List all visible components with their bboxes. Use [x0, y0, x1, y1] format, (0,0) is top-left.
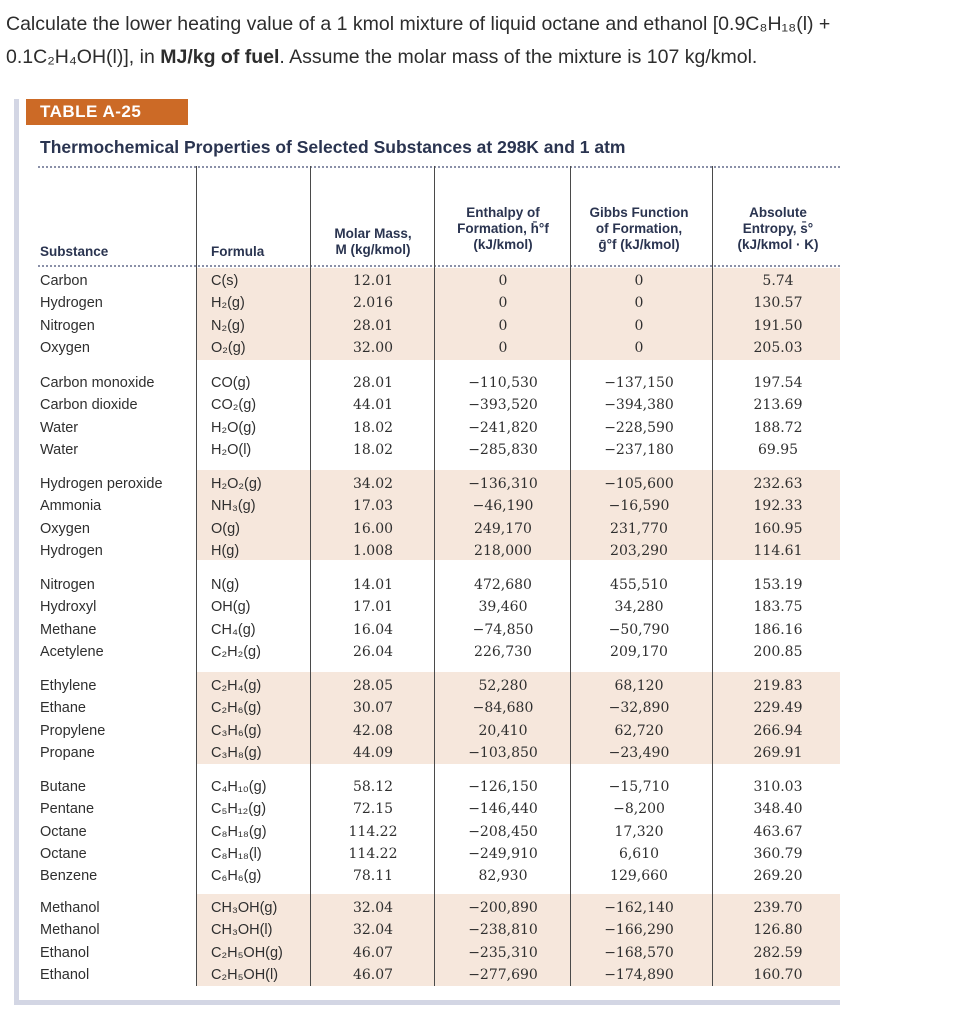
cell-molar-mass: 2.016 — [352, 295, 394, 312]
cell-formula: CH₃OH(g) — [211, 900, 278, 916]
cell-substance: Methanol — [40, 900, 100, 916]
header-molar-mass-line-2: M (kg/kmol) — [335, 242, 411, 257]
cell-formula: CH₃OH(l) — [211, 922, 273, 939]
cell-substance: Ethanol — [40, 944, 90, 961]
cell-gibbs: 62,720 — [614, 722, 664, 739]
cell-entropy: 360.79 — [753, 845, 803, 862]
table-row — [0, 270, 965, 292]
cell-molar-mass: 114.22 — [348, 823, 398, 840]
cell-molar-mass: 34.02 — [352, 476, 394, 492]
table-title: Thermochemical Properties of Selected Substances at 298K and 1 atm — [40, 137, 626, 157]
title-rule — [38, 166, 840, 168]
cell-formula: NH₃(g) — [211, 498, 256, 515]
cell-gibbs: −237,180 — [604, 441, 674, 458]
cell-substance: Methane — [40, 621, 97, 638]
table-row — [0, 439, 965, 461]
cell-formula: CO(g) — [211, 375, 251, 391]
cell-gibbs: 0 — [634, 295, 644, 312]
cell-formula: H₂O(l) — [211, 441, 252, 458]
cell-entropy: 232.63 — [753, 476, 803, 492]
cell-substance: Propylene — [40, 722, 106, 739]
table-row — [0, 315, 965, 337]
header-enthalpy-line-2: Formation, h̄°f — [457, 221, 549, 236]
cell-formula: H₂(g) — [211, 295, 245, 312]
cell-enthalpy: 472,680 — [474, 577, 532, 593]
header-entropy-line-3: (kJ/kmol · K) — [737, 237, 819, 252]
cell-molar-mass: 26.04 — [352, 643, 394, 660]
cell-gibbs: −16,590 — [608, 498, 670, 515]
cell-enthalpy: 52,280 — [478, 678, 528, 694]
cell-enthalpy: −200,890 — [468, 900, 538, 916]
cell-enthalpy: 0 — [498, 295, 508, 312]
header-enthalpy — [438, 205, 568, 253]
cell-molar-mass: 44.01 — [352, 397, 394, 414]
cell-gibbs: −174,890 — [604, 966, 674, 983]
cell-formula: C₃H₆(g) — [211, 722, 262, 739]
question-line-1: Calculate the lower heating value of a 1 kmol mixture of liquid octane and ethanol [0.9C₈H₁₈(l) + — [6, 13, 831, 35]
cell-entropy: 269.91 — [753, 744, 803, 761]
cell-entropy: 114.61 — [753, 542, 803, 559]
cell-substance: Carbon dioxide — [40, 397, 138, 414]
cell-formula: H₂O(g) — [211, 419, 257, 436]
cell-enthalpy: −277,690 — [468, 966, 538, 983]
table-row — [0, 821, 965, 843]
cell-substance: Octane — [40, 823, 87, 840]
header-gibbs-line-3: ḡ°f (kJ/kmol) — [598, 237, 680, 252]
table-row — [0, 641, 965, 663]
cell-substance: Ethylene — [40, 678, 97, 694]
cell-enthalpy: 0 — [498, 273, 508, 289]
cell-enthalpy: 0 — [498, 317, 508, 334]
cell-substance: Hydroxyl — [40, 599, 97, 616]
cell-gibbs: 209,170 — [610, 643, 668, 660]
header-molar-mass — [318, 226, 428, 258]
cell-enthalpy: −238,810 — [468, 922, 538, 939]
question-line-2-end: . Assume the molar mass of the mixture is 107 kg/kmol. — [279, 46, 758, 68]
table-row — [0, 473, 965, 495]
table-row — [0, 675, 965, 697]
cell-substance: Water — [40, 419, 79, 436]
cell-molar-mass: 44.09 — [352, 744, 394, 761]
cell-molar-mass: 58.12 — [352, 779, 394, 795]
cell-formula: C₂H₂(g) — [211, 643, 261, 660]
frame-bottom-border — [14, 1000, 840, 1005]
cell-entropy: 229.49 — [753, 700, 803, 717]
table-row — [0, 897, 965, 919]
cell-gibbs: −23,490 — [608, 744, 670, 761]
cell-formula: C₂H₆(g) — [211, 700, 262, 717]
header-gibbs — [574, 205, 704, 253]
cell-entropy: 160.95 — [753, 520, 803, 537]
cell-enthalpy: −146,440 — [468, 801, 538, 818]
cell-gibbs: −394,380 — [604, 397, 674, 414]
table-row — [0, 798, 965, 820]
cell-gibbs: −32,890 — [608, 700, 670, 717]
cell-gibbs: 203,290 — [610, 542, 668, 559]
cell-substance: Ethane — [40, 700, 86, 717]
cell-gibbs: 17,320 — [614, 823, 664, 840]
cell-molar-mass: 72.15 — [352, 801, 394, 818]
question-units: MJ/kg of fuel — [160, 46, 280, 68]
cell-enthalpy: −110,530 — [468, 375, 538, 391]
cell-entropy: 160.70 — [753, 966, 803, 983]
cell-substance: Propane — [40, 744, 95, 761]
cell-entropy: 5.74 — [762, 273, 794, 289]
table-row — [0, 742, 965, 764]
table-row — [0, 372, 965, 394]
table-row — [0, 417, 965, 439]
cell-gibbs: −228,590 — [604, 419, 674, 436]
cell-enthalpy: −74,850 — [472, 621, 534, 638]
cell-substance: Methanol — [40, 922, 100, 939]
cell-molar-mass: 14.01 — [352, 577, 394, 593]
cell-gibbs: −166,290 — [604, 922, 674, 939]
header-entropy-line-2: Entropy, s̄° — [742, 221, 814, 236]
cell-substance: Hydrogen peroxide — [40, 476, 163, 492]
cell-substance: Nitrogen — [40, 577, 95, 593]
header-substance: Substance — [40, 244, 109, 259]
table-row — [0, 865, 965, 887]
cell-substance: Carbon — [40, 273, 88, 289]
cell-enthalpy: 226,730 — [474, 643, 532, 660]
cell-molar-mass: 32.04 — [352, 900, 394, 916]
cell-entropy: 463.67 — [753, 823, 803, 840]
table-row — [0, 394, 965, 416]
question-text — [6, 8, 956, 74]
cell-gibbs: −105,600 — [604, 476, 674, 492]
cell-entropy: 192.33 — [753, 498, 803, 515]
cell-entropy: 191.50 — [753, 317, 803, 334]
cell-entropy: 269.20 — [753, 868, 803, 885]
cell-entropy: 186.16 — [753, 621, 803, 638]
cell-substance: Octane — [40, 845, 87, 862]
cell-enthalpy: −249,910 — [468, 845, 538, 862]
cell-substance: Ammonia — [40, 498, 102, 515]
cell-enthalpy: −285,830 — [468, 441, 538, 458]
cell-formula: C(s) — [211, 273, 239, 289]
cell-formula: C₄H₁₀(g) — [211, 779, 267, 795]
cell-substance: Benzene — [40, 868, 98, 885]
cell-enthalpy: −208,450 — [468, 823, 538, 840]
cell-gibbs: 6,610 — [618, 845, 660, 862]
cell-substance: Butane — [40, 779, 86, 795]
cell-substance: Acetylene — [40, 643, 104, 660]
cell-formula: C₈H₁₈(g) — [211, 823, 267, 840]
cell-enthalpy: −126,150 — [468, 779, 538, 795]
cell-enthalpy: −136,310 — [468, 476, 538, 492]
cell-formula: C₅H₁₂(g) — [211, 801, 267, 818]
cell-gibbs: −15,710 — [608, 779, 670, 795]
table-row — [0, 518, 965, 540]
header-entropy — [716, 205, 840, 253]
cell-substance: Oxygen — [40, 339, 90, 356]
cell-formula: H₂O₂(g) — [211, 476, 262, 492]
cell-gibbs: 34,280 — [614, 599, 664, 616]
cell-entropy: 200.85 — [753, 643, 803, 660]
table-row — [0, 596, 965, 618]
cell-formula: CO₂(g) — [211, 397, 257, 414]
table-row — [0, 697, 965, 719]
cell-entropy: 130.57 — [753, 295, 803, 312]
cell-entropy: 239.70 — [753, 900, 803, 916]
cell-substance: Carbon monoxide — [40, 375, 155, 391]
cell-enthalpy: 82,930 — [478, 868, 528, 885]
cell-molar-mass: 17.01 — [352, 599, 394, 616]
cell-entropy: 213.69 — [753, 397, 803, 414]
cell-formula: N₂(g) — [211, 317, 245, 334]
header-molar-mass-line-1: Molar Mass, — [334, 226, 412, 241]
cell-formula: C₂H₄(g) — [211, 678, 262, 694]
cell-molar-mass: 28.01 — [352, 375, 394, 391]
cell-formula: O₂(g) — [211, 339, 246, 356]
cell-enthalpy: −84,680 — [472, 700, 534, 717]
cell-formula: OH(g) — [211, 599, 251, 616]
cell-gibbs: −50,790 — [608, 621, 670, 638]
cell-entropy: 188.72 — [753, 419, 803, 436]
cell-enthalpy: 249,170 — [474, 520, 532, 537]
cell-entropy: 197.54 — [753, 375, 803, 391]
cell-molar-mass: 17.03 — [352, 498, 394, 515]
cell-entropy: 348.40 — [753, 801, 803, 818]
cell-substance: Hydrogen — [40, 295, 103, 312]
cell-gibbs: −162,140 — [604, 900, 674, 916]
cell-enthalpy: −235,310 — [468, 944, 538, 961]
header-rule — [38, 265, 840, 267]
cell-formula: H(g) — [211, 542, 240, 559]
table-row — [0, 292, 965, 314]
header-enthalpy-line-3: (kJ/kmol) — [473, 237, 533, 252]
cell-substance: Oxygen — [40, 520, 90, 537]
cell-molar-mass: 78.11 — [352, 868, 394, 885]
cell-formula: C₆H₆(g) — [211, 868, 262, 885]
header-enthalpy-line-1: Enthalpy of — [466, 205, 540, 220]
cell-enthalpy: 0 — [498, 339, 508, 356]
table-row — [0, 574, 965, 596]
cell-formula: C₂H₅OH(l) — [211, 966, 279, 983]
cell-gibbs: 0 — [634, 339, 644, 356]
cell-enthalpy: 39,460 — [478, 599, 528, 616]
cell-gibbs: 0 — [634, 317, 644, 334]
header-gibbs-line-1: Gibbs Function — [589, 205, 689, 220]
cell-entropy: 153.19 — [753, 577, 803, 593]
cell-molar-mass: 46.07 — [352, 944, 394, 961]
cell-formula: C₈H₁₈(l) — [211, 845, 262, 862]
cell-entropy: 126.80 — [753, 922, 803, 939]
header-gibbs-line-2: of Formation, — [595, 221, 683, 236]
cell-gibbs: 231,770 — [610, 520, 668, 537]
cell-entropy: 69.95 — [757, 441, 799, 458]
cell-entropy: 310.03 — [753, 779, 803, 795]
cell-molar-mass: 18.02 — [352, 419, 394, 436]
table-row — [0, 495, 965, 517]
cell-entropy: 205.03 — [753, 339, 803, 356]
cell-molar-mass: 28.01 — [352, 317, 394, 334]
table-row — [0, 540, 965, 562]
cell-molar-mass: 18.02 — [352, 441, 394, 458]
cell-formula: CH₄(g) — [211, 621, 256, 638]
cell-formula: C₂H₅OH(g) — [211, 944, 283, 961]
table-row — [0, 942, 965, 964]
table-row — [0, 720, 965, 742]
cell-molar-mass: 46.07 — [352, 966, 394, 983]
cell-substance: Nitrogen — [40, 317, 95, 334]
table-tag: TABLE A-25 — [26, 99, 188, 125]
table-row — [0, 337, 965, 359]
cell-entropy: 219.83 — [753, 678, 803, 694]
cell-entropy: 282.59 — [753, 944, 803, 961]
cell-molar-mass: 114.22 — [348, 845, 398, 862]
table-row — [0, 776, 965, 798]
cell-enthalpy: −46,190 — [472, 498, 534, 515]
cell-enthalpy: −393,520 — [468, 397, 538, 414]
table-row — [0, 619, 965, 641]
cell-formula: N(g) — [211, 577, 240, 593]
cell-molar-mass: 12.01 — [352, 273, 394, 289]
cell-molar-mass: 32.00 — [352, 339, 394, 356]
table-row — [0, 964, 965, 986]
cell-gibbs: −137,150 — [604, 375, 674, 391]
cell-molar-mass: 16.00 — [352, 520, 394, 537]
cell-substance: Ethanol — [40, 966, 90, 983]
table-row — [0, 919, 965, 941]
cell-formula: C₃H₈(g) — [211, 744, 262, 761]
cell-substance: Water — [40, 441, 79, 458]
cell-gibbs: 129,660 — [610, 868, 668, 885]
question-line-2-start: 0.1C₂H₄OH(l)], in — [6, 46, 161, 68]
cell-gibbs: 68,120 — [614, 678, 664, 694]
cell-enthalpy: −241,820 — [468, 419, 538, 436]
header-formula: Formula — [211, 244, 265, 259]
cell-enthalpy: 20,410 — [478, 722, 528, 739]
cell-gibbs: 0 — [634, 273, 644, 289]
cell-gibbs: −8,200 — [613, 801, 665, 818]
cell-molar-mass: 16.04 — [352, 621, 394, 638]
cell-entropy: 183.75 — [753, 599, 803, 616]
table-row — [0, 843, 965, 865]
cell-substance: Hydrogen — [40, 542, 103, 559]
header-entropy-line-1: Absolute — [749, 205, 807, 220]
cell-entropy: 266.94 — [753, 722, 803, 739]
question-line-2 — [6, 41, 956, 74]
cell-molar-mass: 28.05 — [352, 678, 394, 694]
cell-substance: Pentane — [40, 801, 95, 818]
cell-molar-mass: 30.07 — [352, 700, 394, 717]
cell-molar-mass: 32.04 — [352, 922, 394, 939]
cell-formula: O(g) — [211, 520, 240, 537]
cell-molar-mass: 42.08 — [352, 722, 394, 739]
cell-molar-mass: 1.008 — [352, 542, 394, 559]
cell-enthalpy: −103,850 — [468, 744, 538, 761]
cell-gibbs: −168,570 — [604, 944, 674, 961]
cell-enthalpy: 218,000 — [474, 542, 532, 559]
cell-gibbs: 455,510 — [610, 577, 668, 593]
